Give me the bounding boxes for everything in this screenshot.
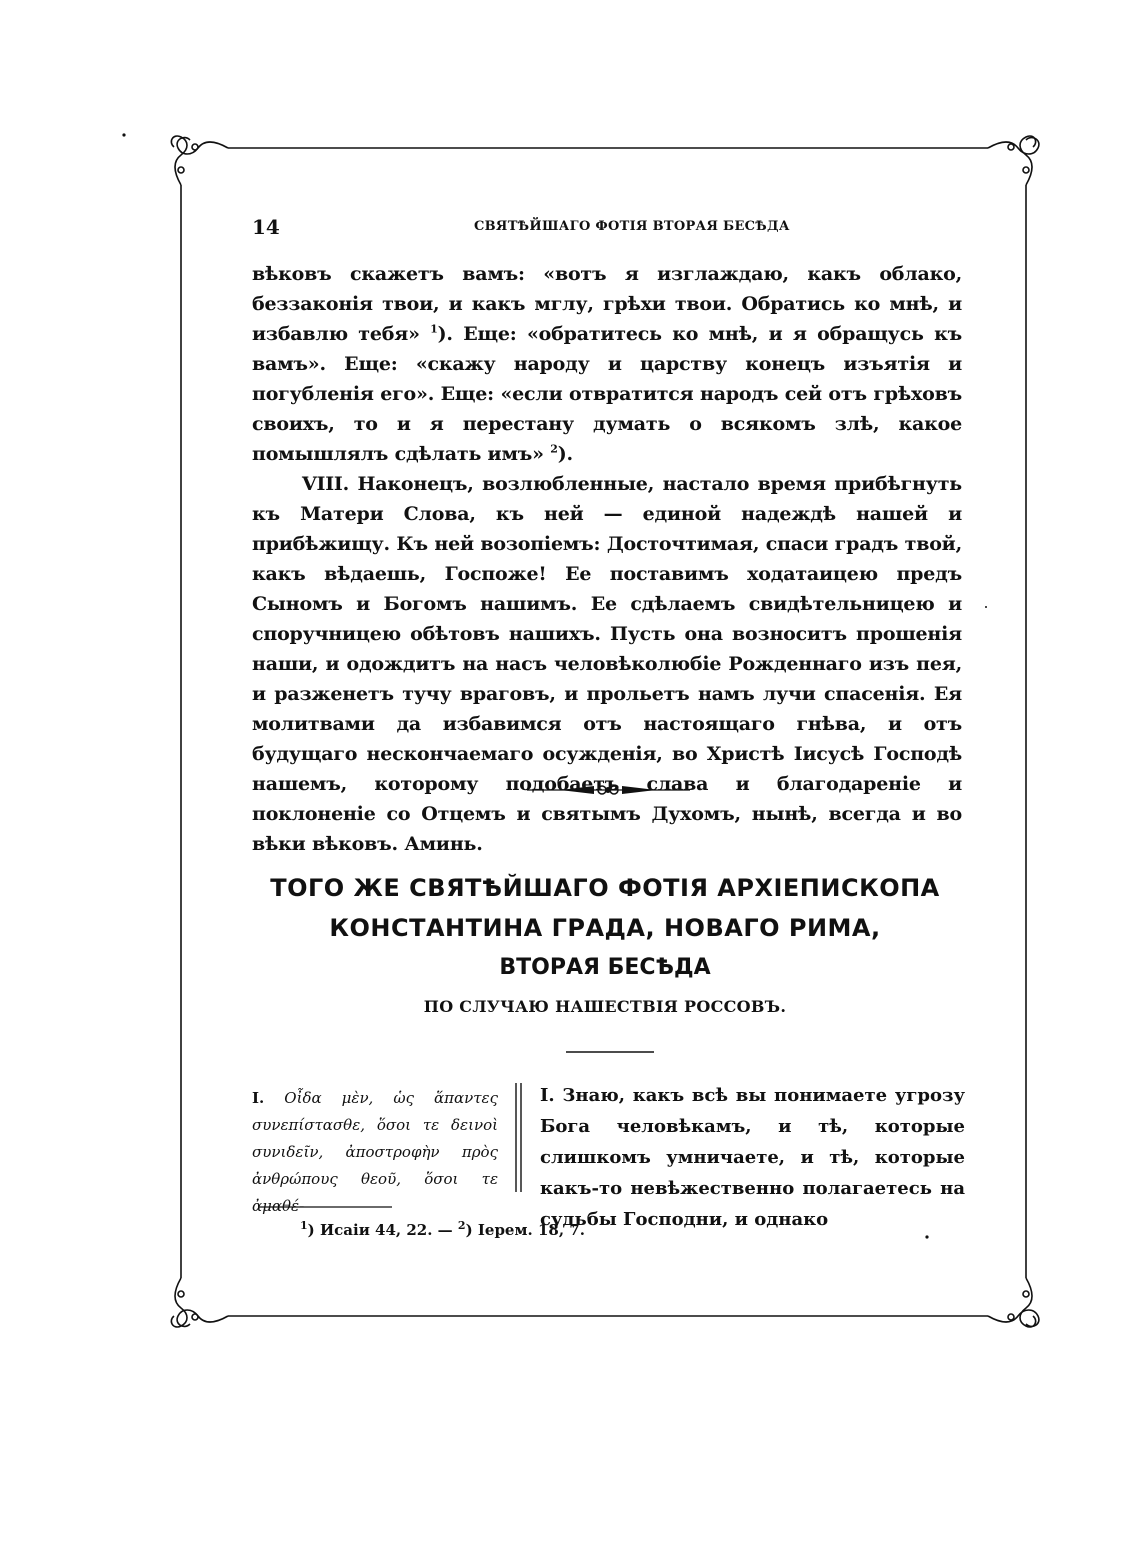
corner-ornament-top-left (171, 136, 228, 185)
section-subtitle: ВТОРАЯ БЕСѢДА (499, 955, 711, 980)
corner-ornament-bottom-right (988, 1278, 1039, 1327)
greek-text: Οἶδα μὲν, ὡς ἅπαντες συνεπίστασθε, ὅσοι τε δεινοὶ συνιδεῖν, ἀποστροφὴν πρὸς ἀνθρώπους θεοῦ, ὅσοι τε ἀμαθέ- (252, 1089, 498, 1215)
russian-column: I. Знаю, какъ всѣ вы понимаете угрозу Бога человѣкамъ, и тѣ, которые слишкомъ умничаете, и тѣ, которые какъ-то невѣжественно полагаетесь на судьбы Господни, и однако (540, 1085, 965, 1230)
section-title: ТОГО ЖЕ СВЯТѢЙШАГО ФОТІЯ АРХІЕПИСКОПА КОНСТАНТИНА ГРАДА, НОВАГО РИМА, (270, 874, 940, 942)
section-occasion: ПО СЛУЧАЮ НАШЕСТВІЯ РОССОВЪ. (423, 997, 787, 1016)
corner-ornament-bottom-left (171, 1278, 228, 1327)
ink-speck (925, 1235, 928, 1238)
footnote-1: ) Исаiи 44, 22. — (307, 1221, 458, 1239)
corner-ornament-top-right (988, 136, 1039, 185)
page-number: 14 (252, 215, 280, 239)
footnote-2: ) Іерем. 18, 7. (465, 1221, 585, 1239)
greek-section-number: I. (252, 1089, 265, 1107)
column-separator (516, 1083, 521, 1192)
footnote-ref-1: 1 (430, 322, 438, 336)
footnotes (300, 1221, 585, 1239)
greek-column (252, 1085, 498, 1220)
running-head: СВЯТѢЙШАГО ФОТІЯ ВТОРАЯ БЕСѢДА (474, 219, 790, 234)
footnote-2-marker: 2 (457, 1219, 466, 1232)
paragraph-1: вѣковъ скажетъ вамъ: «вотъ я изглаждаю, какъ облако, беззаконія твои, и какъ мглу, грѣхи твои. Обратись ко мнѣ, и избавлю тебя» $^1$). Еще: «обратитесь ко мнѣ, и я обращусь къ вамъ». Еще: «скажу народу и царству конецъ изъятія и погубленія его». Еще: «если отвратится народъ сей отъ грѣховъ своихъ, то и я перестану думать о всякомъ злѣ, какое помышлялъ сдѣлать имъ» $^2$). (252, 263, 963, 465)
paragraph-2: VIII. Наконецъ, возлюбленные, настало время прибѣгнуть къ Матери Слова, къ ней — единой надеждѣ нашей и прибѣжищу. Къ ней возопіемъ: Досточтимая, спаси градъ твой, какъ вѣдаешь, Госпоже! Ее поставимъ ходатаицею предъ Сыномъ и Богомъ нашимъ. Ее сдѣлаемъ свидѣтельницею и споручницею обѣтовъ нашихъ. Пусть она возноситъ прошенія наши, и одождитъ на насъ человѣколюбіе Рожденнаго изъ пея, и разженетъ тучу враговъ, и прольетъ намъ лучи спасенія. Ея молитвами да избавимся отъ настоящаго гнѣва, и отъ будущаго нескончаемаго осужденія, во Христѣ Іисусѣ Господѣ нашемъ, которому подобаетъ слава и благодареніе и поклоненіе со Отцемъ и святымъ Духомъ, нынѣ, всегда и во вѣки вѣковъ. Аминь. (252, 473, 962, 855)
ink-speck (122, 133, 125, 136)
footnote-ref-2: 2 (550, 442, 558, 456)
ink-speck (985, 606, 987, 608)
body-text (252, 259, 962, 859)
footnote-1-marker: 1 (300, 1219, 308, 1232)
